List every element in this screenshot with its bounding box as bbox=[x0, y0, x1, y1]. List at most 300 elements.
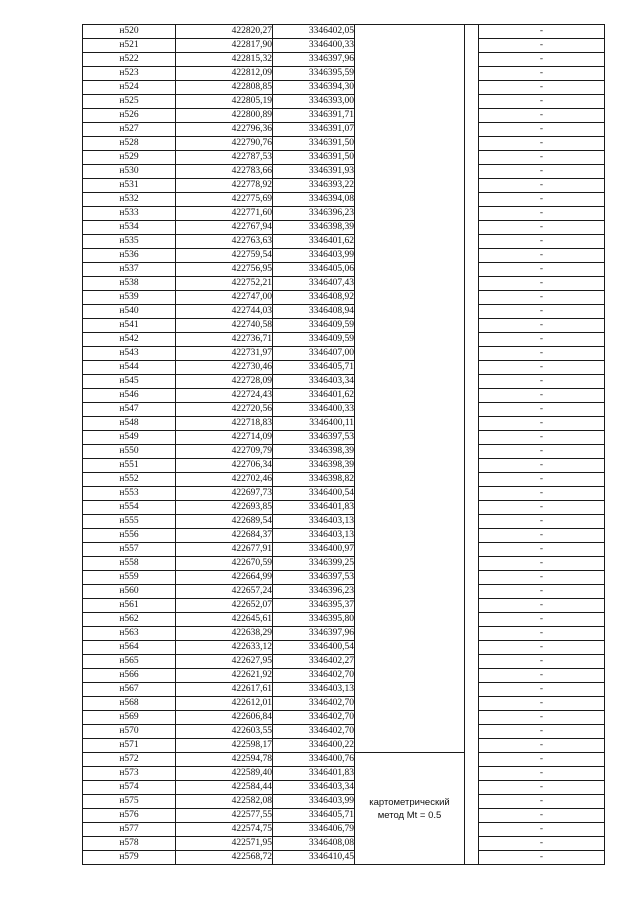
coordinate-y-cell: 3346401,83 bbox=[273, 501, 355, 515]
dash-cell: - bbox=[479, 95, 605, 109]
table-row bbox=[83, 39, 605, 53]
coordinate-x-cell: 422790,76 bbox=[176, 137, 273, 151]
table-row bbox=[83, 431, 605, 445]
coordinate-y-cell: 3346400,11 bbox=[273, 417, 355, 431]
dash-cell: - bbox=[479, 823, 605, 837]
table-row bbox=[83, 319, 605, 333]
point-name-cell: н569 bbox=[83, 711, 176, 725]
table-row bbox=[83, 109, 605, 123]
coordinate-y-cell: 3346395,59 bbox=[273, 67, 355, 81]
coordinate-x-cell: 422759,54 bbox=[176, 249, 273, 263]
dash-cell: - bbox=[479, 361, 605, 375]
method-text-line: картометрический bbox=[369, 796, 450, 808]
coordinate-x-cell: 422783,66 bbox=[176, 165, 273, 179]
coordinate-x-cell: 422808,85 bbox=[176, 81, 273, 95]
point-name-cell: н560 bbox=[83, 585, 176, 599]
coordinate-x-cell: 422731,97 bbox=[176, 347, 273, 361]
table-row bbox=[83, 179, 605, 193]
dash-cell: - bbox=[479, 53, 605, 67]
table-row bbox=[83, 571, 605, 585]
point-name-cell: н561 bbox=[83, 599, 176, 613]
coordinate-x-cell: 422571,95 bbox=[176, 837, 273, 851]
point-name-cell: н578 bbox=[83, 837, 176, 851]
coordinate-y-cell: 3346400,22 bbox=[273, 739, 355, 753]
point-name-cell: н539 bbox=[83, 291, 176, 305]
coordinate-y-cell: 3346391,07 bbox=[273, 123, 355, 137]
coordinate-x-cell: 422693,85 bbox=[176, 501, 273, 515]
point-name-cell: н566 bbox=[83, 669, 176, 683]
dash-cell: - bbox=[479, 431, 605, 445]
coordinate-x-cell: 422677,91 bbox=[176, 543, 273, 557]
table-row bbox=[83, 249, 605, 263]
dash-cell: - bbox=[479, 151, 605, 165]
table-row bbox=[83, 235, 605, 249]
dash-cell: - bbox=[479, 179, 605, 193]
coordinate-y-cell: 3346403,99 bbox=[273, 795, 355, 809]
coordinate-x-cell: 422706,34 bbox=[176, 459, 273, 473]
coordinate-x-cell: 422714,09 bbox=[176, 431, 273, 445]
coordinate-y-cell: 3346393,22 bbox=[273, 179, 355, 193]
coordinate-y-cell: 3346402,70 bbox=[273, 711, 355, 725]
coordinate-y-cell: 3346402,05 bbox=[273, 25, 355, 39]
coordinate-x-cell: 422606,84 bbox=[176, 711, 273, 725]
table-row bbox=[83, 543, 605, 557]
table-row bbox=[83, 403, 605, 417]
coordinate-x-cell: 422728,09 bbox=[176, 375, 273, 389]
coordinate-x-cell: 422709,79 bbox=[176, 445, 273, 459]
coordinate-y-cell: 3346399,25 bbox=[273, 557, 355, 571]
coordinate-x-cell: 422740,58 bbox=[176, 319, 273, 333]
table-row bbox=[83, 193, 605, 207]
dash-cell: - bbox=[479, 683, 605, 697]
coordinate-x-cell: 422805,19 bbox=[176, 95, 273, 109]
coordinate-x-cell: 422812,09 bbox=[176, 67, 273, 81]
coordinate-x-cell: 422664,99 bbox=[176, 571, 273, 585]
coordinate-y-cell: 3346405,71 bbox=[273, 809, 355, 823]
point-name-cell: н562 bbox=[83, 613, 176, 627]
coordinate-y-cell: 3346408,08 bbox=[273, 837, 355, 851]
dash-cell: - bbox=[479, 851, 605, 865]
dash-cell: - bbox=[479, 795, 605, 809]
coordinate-y-cell: 3346409,59 bbox=[273, 319, 355, 333]
table-row bbox=[83, 795, 605, 809]
coordinate-x-cell: 422633,12 bbox=[176, 641, 273, 655]
dash-cell: - bbox=[479, 81, 605, 95]
table-row bbox=[83, 67, 605, 81]
dash-cell: - bbox=[479, 557, 605, 571]
coordinate-y-cell: 3346400,76 bbox=[273, 753, 355, 767]
point-name-cell: н522 bbox=[83, 53, 176, 67]
point-name-cell: н576 bbox=[83, 809, 176, 823]
dash-cell: - bbox=[479, 109, 605, 123]
point-name-cell: н565 bbox=[83, 655, 176, 669]
table-row bbox=[83, 809, 605, 823]
coordinate-x-cell: 422598,17 bbox=[176, 739, 273, 753]
coordinate-x-cell: 422730,46 bbox=[176, 361, 273, 375]
coordinate-y-cell: 3346401,62 bbox=[273, 389, 355, 403]
table-row bbox=[83, 753, 605, 767]
point-name-cell: н540 bbox=[83, 305, 176, 319]
coordinate-x-cell: 422771,60 bbox=[176, 207, 273, 221]
coordinate-y-cell: 3346410,45 bbox=[273, 851, 355, 865]
table-row bbox=[83, 711, 605, 725]
dash-cell: - bbox=[479, 543, 605, 557]
coordinate-x-cell: 422817,90 bbox=[176, 39, 273, 53]
coordinate-y-cell: 3346391,50 bbox=[273, 151, 355, 165]
table-row bbox=[83, 459, 605, 473]
dash-cell: - bbox=[479, 753, 605, 767]
point-name-cell: н520 bbox=[83, 25, 176, 39]
point-name-cell: н558 bbox=[83, 557, 176, 571]
point-name-cell: н527 bbox=[83, 123, 176, 137]
dash-cell: - bbox=[479, 249, 605, 263]
coordinate-y-cell: 3346396,23 bbox=[273, 207, 355, 221]
coordinate-y-cell: 3346395,37 bbox=[273, 599, 355, 613]
point-name-cell: н544 bbox=[83, 361, 176, 375]
coordinate-x-cell: 422568,72 bbox=[176, 851, 273, 865]
coordinate-x-cell: 422582,08 bbox=[176, 795, 273, 809]
coordinate-y-cell: 3346398,82 bbox=[273, 473, 355, 487]
table-row bbox=[83, 627, 605, 641]
dash-cell: - bbox=[479, 781, 605, 795]
coordinate-x-cell: 422645,61 bbox=[176, 613, 273, 627]
coordinate-x-cell: 422724,43 bbox=[176, 389, 273, 403]
coordinate-y-cell: 3346395,80 bbox=[273, 613, 355, 627]
table-row bbox=[83, 655, 605, 669]
coordinate-y-cell: 3346402,70 bbox=[273, 725, 355, 739]
dash-cell: - bbox=[479, 347, 605, 361]
dash-cell: - bbox=[479, 207, 605, 221]
table-row bbox=[83, 697, 605, 711]
coordinate-x-cell: 422612,01 bbox=[176, 697, 273, 711]
dash-cell: - bbox=[479, 333, 605, 347]
coordinate-x-cell: 422736,71 bbox=[176, 333, 273, 347]
dash-cell: - bbox=[479, 319, 605, 333]
coordinate-x-cell: 422775,69 bbox=[176, 193, 273, 207]
coordinate-x-cell: 422638,29 bbox=[176, 627, 273, 641]
table-row bbox=[83, 585, 605, 599]
coordinate-y-cell: 3346396,23 bbox=[273, 585, 355, 599]
dash-cell: - bbox=[479, 767, 605, 781]
point-name-cell: н579 bbox=[83, 851, 176, 865]
table-row bbox=[83, 641, 605, 655]
coordinate-y-cell: 3346391,71 bbox=[273, 109, 355, 123]
table-row bbox=[83, 375, 605, 389]
point-name-cell: н573 bbox=[83, 767, 176, 781]
coordinate-y-cell: 3346398,39 bbox=[273, 459, 355, 473]
coordinate-y-cell: 3346397,96 bbox=[273, 627, 355, 641]
coordinate-y-cell: 3346403,13 bbox=[273, 683, 355, 697]
coordinate-x-cell: 422720,56 bbox=[176, 403, 273, 417]
method-cell bbox=[355, 753, 465, 865]
dash-cell: - bbox=[479, 39, 605, 53]
coordinate-y-cell: 3346407,43 bbox=[273, 277, 355, 291]
coordinate-y-cell: 3346408,94 bbox=[273, 305, 355, 319]
dash-cell: - bbox=[479, 487, 605, 501]
point-name-cell: н524 bbox=[83, 81, 176, 95]
coordinate-y-cell: 3346403,34 bbox=[273, 781, 355, 795]
dash-cell: - bbox=[479, 529, 605, 543]
point-name-cell: н541 bbox=[83, 319, 176, 333]
dash-cell: - bbox=[479, 375, 605, 389]
dash-cell: - bbox=[479, 515, 605, 529]
point-name-cell: н567 bbox=[83, 683, 176, 697]
table-row bbox=[83, 151, 605, 165]
point-name-cell: н538 bbox=[83, 277, 176, 291]
coordinate-x-cell: 422689,54 bbox=[176, 515, 273, 529]
dash-cell: - bbox=[479, 655, 605, 669]
point-name-cell: н530 bbox=[83, 165, 176, 179]
dash-cell: - bbox=[479, 837, 605, 851]
coordinate-x-cell: 422767,94 bbox=[176, 221, 273, 235]
point-name-cell: н564 bbox=[83, 641, 176, 655]
coordinate-y-cell: 3346402,27 bbox=[273, 655, 355, 669]
table-row bbox=[83, 837, 605, 851]
coordinate-y-cell: 3346407,00 bbox=[273, 347, 355, 361]
coordinate-x-cell: 422778,92 bbox=[176, 179, 273, 193]
coordinate-x-cell: 422697,73 bbox=[176, 487, 273, 501]
coordinate-y-cell: 3346408,92 bbox=[273, 291, 355, 305]
table-row bbox=[83, 739, 605, 753]
table-row bbox=[83, 263, 605, 277]
coordinate-y-cell: 3346398,39 bbox=[273, 221, 355, 235]
coordinate-x-cell: 422627,95 bbox=[176, 655, 273, 669]
point-name-cell: н556 bbox=[83, 529, 176, 543]
dash-cell: - bbox=[479, 193, 605, 207]
dash-cell: - bbox=[479, 473, 605, 487]
point-name-cell: н549 bbox=[83, 431, 176, 445]
coordinate-y-cell: 3346397,53 bbox=[273, 431, 355, 445]
dash-cell: - bbox=[479, 571, 605, 585]
dash-cell: - bbox=[479, 403, 605, 417]
coordinate-y-cell: 3346403,99 bbox=[273, 249, 355, 263]
point-name-cell: н575 bbox=[83, 795, 176, 809]
point-name-cell: н550 bbox=[83, 445, 176, 459]
table-row bbox=[83, 81, 605, 95]
point-name-cell: н534 bbox=[83, 221, 176, 235]
coordinate-y-cell: 3346409,59 bbox=[273, 333, 355, 347]
point-name-cell: н574 bbox=[83, 781, 176, 795]
table-row bbox=[83, 221, 605, 235]
point-name-cell: н570 bbox=[83, 725, 176, 739]
coordinates-table bbox=[82, 24, 605, 865]
point-name-cell: н572 bbox=[83, 753, 176, 767]
coordinate-x-cell: 422594,78 bbox=[176, 753, 273, 767]
dash-cell: - bbox=[479, 221, 605, 235]
dash-cell: - bbox=[479, 389, 605, 403]
point-name-cell: н526 bbox=[83, 109, 176, 123]
dash-cell: - bbox=[479, 809, 605, 823]
table-row bbox=[83, 823, 605, 837]
table-row bbox=[83, 165, 605, 179]
method-cell-empty bbox=[355, 25, 465, 753]
gap-cell bbox=[465, 25, 479, 865]
point-name-cell: н543 bbox=[83, 347, 176, 361]
table-row bbox=[83, 389, 605, 403]
coordinate-x-cell: 422589,40 bbox=[176, 767, 273, 781]
coordinate-y-cell: 3346391,50 bbox=[273, 137, 355, 151]
dash-cell: - bbox=[479, 711, 605, 725]
coordinate-x-cell: 422603,55 bbox=[176, 725, 273, 739]
coordinate-y-cell: 3346403,13 bbox=[273, 529, 355, 543]
coordinate-x-cell: 422574,75 bbox=[176, 823, 273, 837]
coordinate-y-cell: 3346400,54 bbox=[273, 641, 355, 655]
dash-cell: - bbox=[479, 641, 605, 655]
coordinate-y-cell: 3346397,53 bbox=[273, 571, 355, 585]
point-name-cell: н555 bbox=[83, 515, 176, 529]
table-row bbox=[83, 25, 605, 39]
coordinate-y-cell: 3346405,06 bbox=[273, 263, 355, 277]
dash-cell: - bbox=[479, 725, 605, 739]
coordinate-y-cell: 3346394,30 bbox=[273, 81, 355, 95]
dash-cell: - bbox=[479, 585, 605, 599]
table-row bbox=[83, 669, 605, 683]
coordinate-y-cell: 3346403,13 bbox=[273, 515, 355, 529]
coordinate-y-cell: 3346402,70 bbox=[273, 669, 355, 683]
dash-cell: - bbox=[479, 459, 605, 473]
table-row bbox=[83, 683, 605, 697]
point-name-cell: н542 bbox=[83, 333, 176, 347]
table-row bbox=[83, 305, 605, 319]
point-name-cell: н537 bbox=[83, 263, 176, 277]
table-row bbox=[83, 95, 605, 109]
dash-cell: - bbox=[479, 417, 605, 431]
point-name-cell: н547 bbox=[83, 403, 176, 417]
coordinate-x-cell: 422670,59 bbox=[176, 557, 273, 571]
coordinate-x-cell: 422820,27 bbox=[176, 25, 273, 39]
dash-cell: - bbox=[479, 67, 605, 81]
table-row bbox=[83, 333, 605, 347]
table-row bbox=[83, 123, 605, 137]
table-row bbox=[83, 277, 605, 291]
coordinate-x-cell: 422796,36 bbox=[176, 123, 273, 137]
point-name-cell: н552 bbox=[83, 473, 176, 487]
dash-cell: - bbox=[479, 599, 605, 613]
coordinate-x-cell: 422756,95 bbox=[176, 263, 273, 277]
point-name-cell: н553 bbox=[83, 487, 176, 501]
point-name-cell: н554 bbox=[83, 501, 176, 515]
coordinate-y-cell: 3346402,70 bbox=[273, 697, 355, 711]
point-name-cell: н571 bbox=[83, 739, 176, 753]
table-row bbox=[83, 473, 605, 487]
point-name-cell: н528 bbox=[83, 137, 176, 151]
table-row bbox=[83, 361, 605, 375]
coordinate-x-cell: 422787,53 bbox=[176, 151, 273, 165]
point-name-cell: н546 bbox=[83, 389, 176, 403]
table-row bbox=[83, 347, 605, 361]
coordinate-y-cell: 3346393,00 bbox=[273, 95, 355, 109]
table-row bbox=[83, 207, 605, 221]
dash-cell: - bbox=[479, 25, 605, 39]
coordinate-y-cell: 3346400,97 bbox=[273, 543, 355, 557]
table-row bbox=[83, 557, 605, 571]
coordinate-y-cell: 3346391,93 bbox=[273, 165, 355, 179]
table-row bbox=[83, 487, 605, 501]
point-name-cell: н545 bbox=[83, 375, 176, 389]
coordinate-x-cell: 422617,61 bbox=[176, 683, 273, 697]
dash-cell: - bbox=[479, 123, 605, 137]
coordinate-y-cell: 3346400,54 bbox=[273, 487, 355, 501]
coordinate-y-cell: 3346401,83 bbox=[273, 767, 355, 781]
point-name-cell: н535 bbox=[83, 235, 176, 249]
method-text-line: метод Mt = 0.5 bbox=[377, 809, 442, 821]
coordinate-x-cell: 422657,24 bbox=[176, 585, 273, 599]
dash-cell: - bbox=[479, 263, 605, 277]
coordinate-y-cell: 3346400,33 bbox=[273, 403, 355, 417]
point-name-cell: н548 bbox=[83, 417, 176, 431]
coordinate-x-cell: 422702,46 bbox=[176, 473, 273, 487]
table-row bbox=[83, 599, 605, 613]
dash-cell: - bbox=[479, 739, 605, 753]
dash-cell: - bbox=[479, 697, 605, 711]
table-row bbox=[83, 767, 605, 781]
table-row bbox=[83, 137, 605, 151]
table-row bbox=[83, 725, 605, 739]
dash-cell: - bbox=[479, 501, 605, 515]
coordinate-y-cell: 3346401,62 bbox=[273, 235, 355, 249]
table-row bbox=[83, 529, 605, 543]
table-row bbox=[83, 501, 605, 515]
coordinate-x-cell: 422584,44 bbox=[176, 781, 273, 795]
coordinate-x-cell: 422718,83 bbox=[176, 417, 273, 431]
coordinate-y-cell: 3346406,79 bbox=[273, 823, 355, 837]
point-name-cell: н577 bbox=[83, 823, 176, 837]
coordinate-x-cell: 422577,55 bbox=[176, 809, 273, 823]
point-name-cell: н563 bbox=[83, 627, 176, 641]
point-name-cell: н568 bbox=[83, 697, 176, 711]
point-name-cell: н551 bbox=[83, 459, 176, 473]
point-name-cell: н521 bbox=[83, 39, 176, 53]
dash-cell: - bbox=[479, 445, 605, 459]
point-name-cell: н557 bbox=[83, 543, 176, 557]
table-row bbox=[83, 851, 605, 865]
coordinate-x-cell: 422747,00 bbox=[176, 291, 273, 305]
coordinate-x-cell: 422684,37 bbox=[176, 529, 273, 543]
coordinate-x-cell: 422744,03 bbox=[176, 305, 273, 319]
coordinate-x-cell: 422621,92 bbox=[176, 669, 273, 683]
dash-cell: - bbox=[479, 235, 605, 249]
coordinate-y-cell: 3346405,71 bbox=[273, 361, 355, 375]
dash-cell: - bbox=[479, 669, 605, 683]
table-row bbox=[83, 53, 605, 67]
coordinate-y-cell: 3346403,34 bbox=[273, 375, 355, 389]
dash-cell: - bbox=[479, 291, 605, 305]
point-name-cell: н525 bbox=[83, 95, 176, 109]
coordinate-x-cell: 422815,32 bbox=[176, 53, 273, 67]
coordinate-y-cell: 3346394,08 bbox=[273, 193, 355, 207]
point-name-cell: н531 bbox=[83, 179, 176, 193]
coordinate-x-cell: 422652,07 bbox=[176, 599, 273, 613]
dash-cell: - bbox=[479, 613, 605, 627]
coordinate-y-cell: 3346398,39 bbox=[273, 445, 355, 459]
point-name-cell: н533 bbox=[83, 207, 176, 221]
dash-cell: - bbox=[479, 627, 605, 641]
point-name-cell: н559 bbox=[83, 571, 176, 585]
coordinate-y-cell: 3346397,96 bbox=[273, 53, 355, 67]
table-row bbox=[83, 515, 605, 529]
dash-cell: - bbox=[479, 277, 605, 291]
dash-cell: - bbox=[479, 137, 605, 151]
coordinate-y-cell: 3346400,33 bbox=[273, 39, 355, 53]
dash-cell: - bbox=[479, 305, 605, 319]
table-row bbox=[83, 417, 605, 431]
table-row bbox=[83, 781, 605, 795]
table-row bbox=[83, 291, 605, 305]
point-name-cell: н536 bbox=[83, 249, 176, 263]
coordinate-x-cell: 422800,89 bbox=[176, 109, 273, 123]
point-name-cell: н529 bbox=[83, 151, 176, 165]
coordinate-x-cell: 422763,63 bbox=[176, 235, 273, 249]
